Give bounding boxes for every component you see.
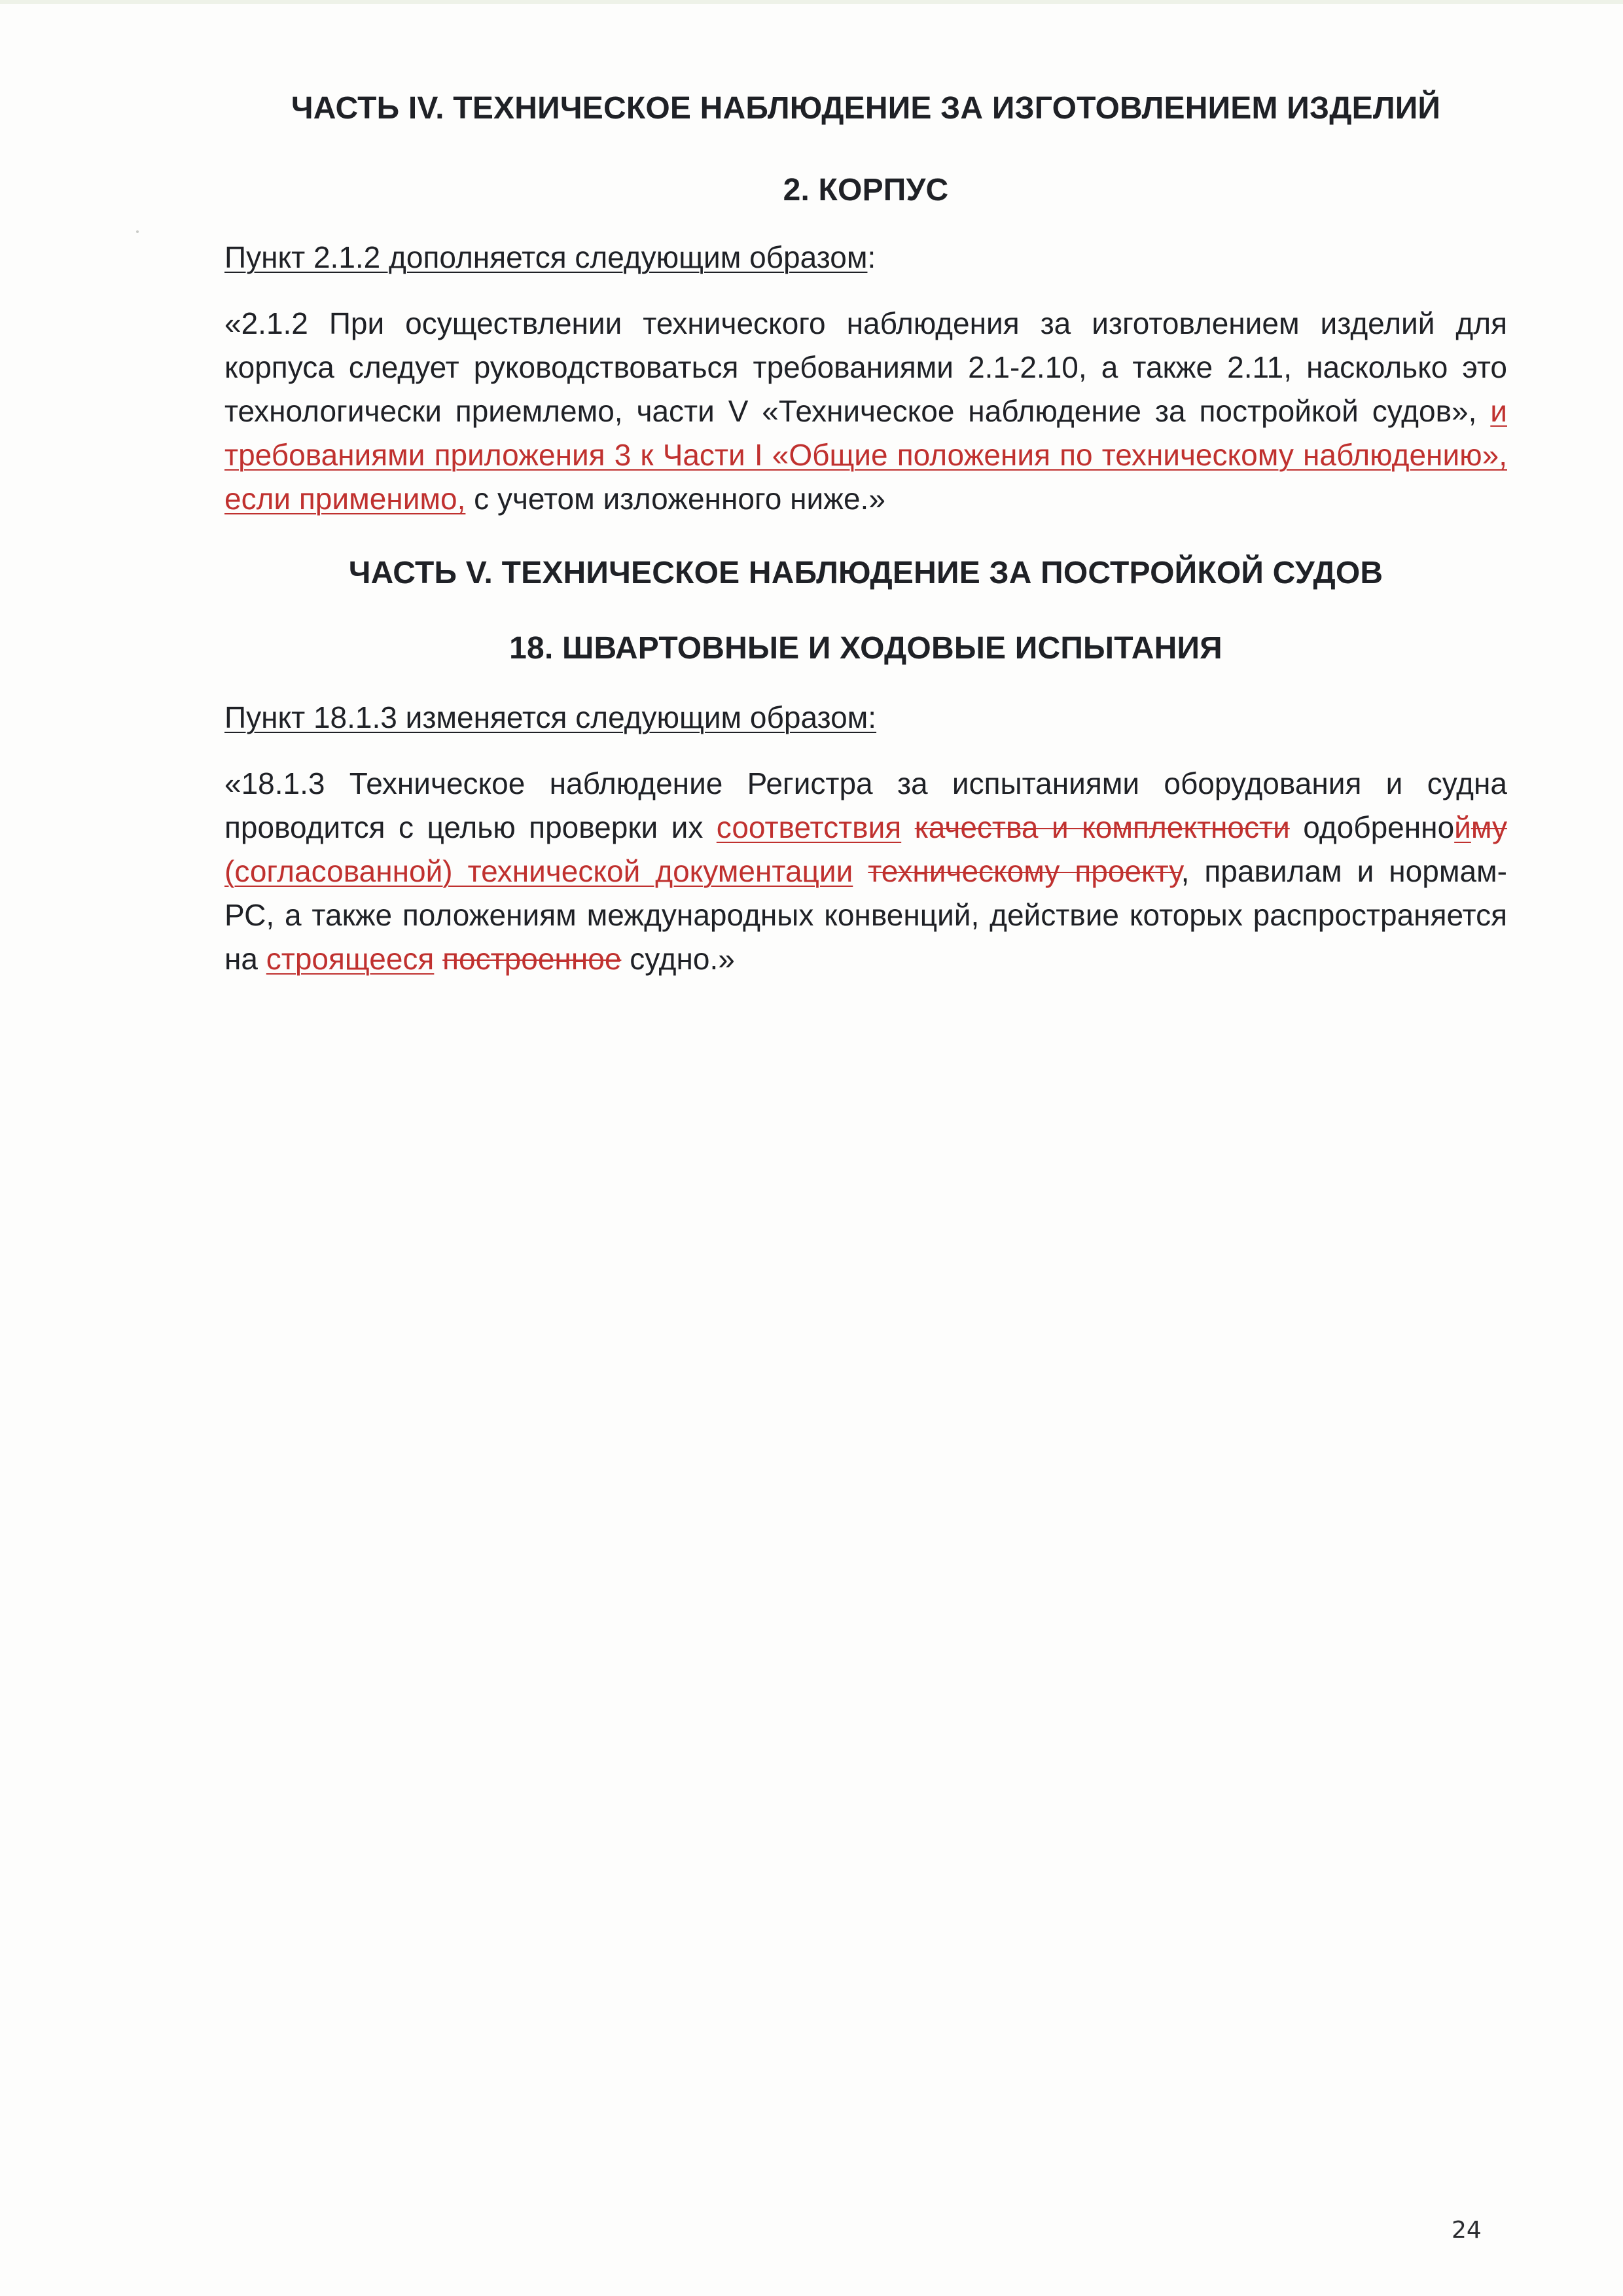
part4-clause-title-text: Пункт 2.1.2 дополняется следующим образом — [224, 240, 868, 274]
part5-delete-2: му — [1471, 810, 1508, 844]
page-content — [224, 89, 1507, 981]
part4-section-heading: 2. КОРПУС — [783, 173, 949, 207]
part4-insert-1: и требованиями приложения 3 к Части I «Общие положения по техническому наблюдению», если применимо, — [224, 394, 1507, 516]
part5-text-7 — [434, 942, 442, 976]
part5-section-heading: 18. ШВАРТОВНЫЕ И ХОДОВЫЕ ИСПЫТАНИЯ — [509, 631, 1222, 666]
part4-clause-text — [224, 302, 1507, 521]
scan-speck — [136, 230, 139, 233]
part5-text-5 — [853, 854, 868, 888]
part5-text-8: судно.» — [621, 942, 735, 976]
part5-heading: ЧАСТЬ V. ТЕХНИЧЕСКОЕ НАБЛЮДЕНИЕ ЗА ПОСТРОЙКОЙ СУДОВ — [348, 556, 1383, 590]
part5-insert-4: строящееся — [266, 942, 435, 976]
part4-heading: ЧАСТЬ IV. ТЕХНИЧЕСКОЕ НАБЛЮДЕНИЕ ЗА ИЗГОТОВЛЕНИЕМ ИЗДЕЛИЙ — [291, 91, 1441, 126]
part5-delete-1: качества и комплектности — [914, 810, 1290, 844]
part4-clause-title — [224, 238, 1507, 277]
part5-insert-1: соответствия — [716, 810, 902, 844]
part5-clause-text — [224, 762, 1507, 981]
part4-text-1: «2.1.2 При осуществлении технического наблюдения за изготовлением изделий для корпуса следует руководствоваться требованиями 2.1-2.10, а также 2.11, насколько это технологически приемлемо, части V «Техническое наблюдение за постройкой судов», — [224, 306, 1507, 428]
part4-clause-title-colon: : — [867, 240, 876, 274]
part5-delete-4: построенное — [442, 942, 622, 976]
part5-delete-3: техническому проекту — [868, 854, 1181, 888]
part5-insert-2: й — [1454, 810, 1471, 844]
part4-text-2: с учетом изложенного ниже.» — [465, 482, 885, 516]
part5-text-2 — [901, 810, 914, 844]
part5-clause-title: Пункт 18.1.3 изменяется следующим образом: — [224, 700, 877, 734]
page-number: 24 — [1452, 2217, 1482, 2244]
part5-text-3: одобренно — [1289, 810, 1455, 844]
part5-text-1: «18.1.3 Техническое наблюдение Регистра за испытаниями оборудования и судна проводится с целью проверки их — [224, 766, 1507, 844]
part5-insert-3: (согласованной) технической документации — [224, 854, 853, 888]
part5-text-6: , правилам и нормам-РС, а также положениям международных конвенций, действие которых распространяется на — [224, 854, 1507, 976]
